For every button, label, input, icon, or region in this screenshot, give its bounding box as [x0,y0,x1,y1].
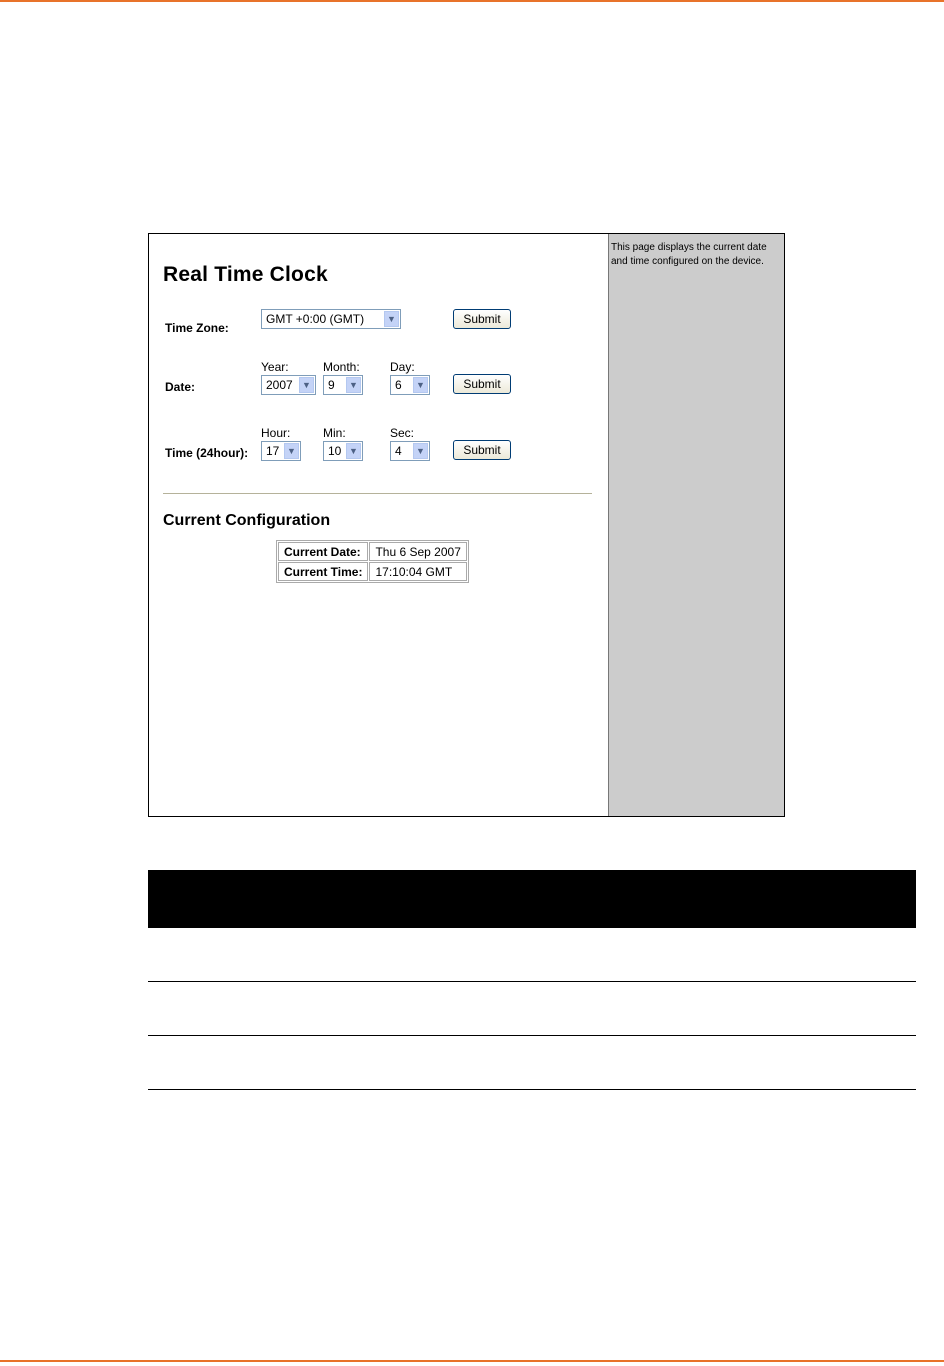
min-select[interactable] [323,441,363,461]
month-select[interactable] [323,375,363,395]
time-zone-submit-button[interactable]: Submit [453,309,511,329]
month-label: Month: [323,360,360,374]
month-value: 9 [328,378,335,392]
help-text: This page displays the current date and time configured on the device. [611,242,767,267]
day-value: 6 [395,378,402,392]
min-label: Min: [323,426,346,440]
table-row [148,1036,916,1090]
sec-value: 4 [395,444,402,458]
current-config-title: Current Configuration [163,512,331,529]
current-date-value: Thu 6 Sep 2007 [369,542,466,561]
min-value: 10 [328,444,342,458]
hour-label: Hour: [261,426,291,440]
sec-select[interactable] [390,441,430,461]
year-label: Year: [261,360,289,374]
sec-label: Sec: [390,426,415,440]
year-select[interactable] [261,375,316,395]
page-title: Real Time Clock [163,263,328,286]
time-submit-button[interactable]: Submit [453,440,511,460]
header-rule [0,0,944,2]
date-label: Date: [165,380,196,394]
doc-table [148,870,916,1090]
doc-table-header [148,870,916,928]
chevron-down-icon[interactable]: ▼ [284,443,299,459]
day-label: Day: [390,360,415,374]
footer-rule [0,1360,944,1362]
chevron-down-icon[interactable]: ▼ [346,377,361,393]
chevron-down-icon[interactable]: ▼ [346,443,361,459]
year-value: 2007 [266,378,293,392]
table-row [278,542,467,561]
time-zone-label: Time Zone: [165,321,229,335]
current-time-value: 17:10:04 GMT [369,562,466,581]
screenshot-frame [148,233,785,817]
current-time-key: Current Time: [278,562,368,581]
hour-select[interactable] [261,441,301,461]
table-row [278,562,467,581]
current-config-table [276,540,469,583]
chevron-down-icon[interactable]: ▼ [384,311,399,327]
time-zone-select[interactable] [261,309,401,329]
chevron-down-icon[interactable]: ▼ [413,377,428,393]
section-divider [163,493,592,494]
date-submit-button[interactable]: Submit [453,374,511,394]
time-zone-value: GMT +0:00 (GMT) [266,312,365,326]
chevron-down-icon[interactable]: ▼ [413,443,428,459]
help-pane [608,234,784,816]
time-label: Time (24hour): [165,446,249,460]
current-date-key: Current Date: [278,542,368,561]
day-select[interactable] [390,375,430,395]
hour-value: 17 [266,444,280,458]
table-row [148,982,916,1036]
chevron-down-icon[interactable]: ▼ [299,377,314,393]
table-row [148,928,916,982]
main-pane [149,234,608,816]
